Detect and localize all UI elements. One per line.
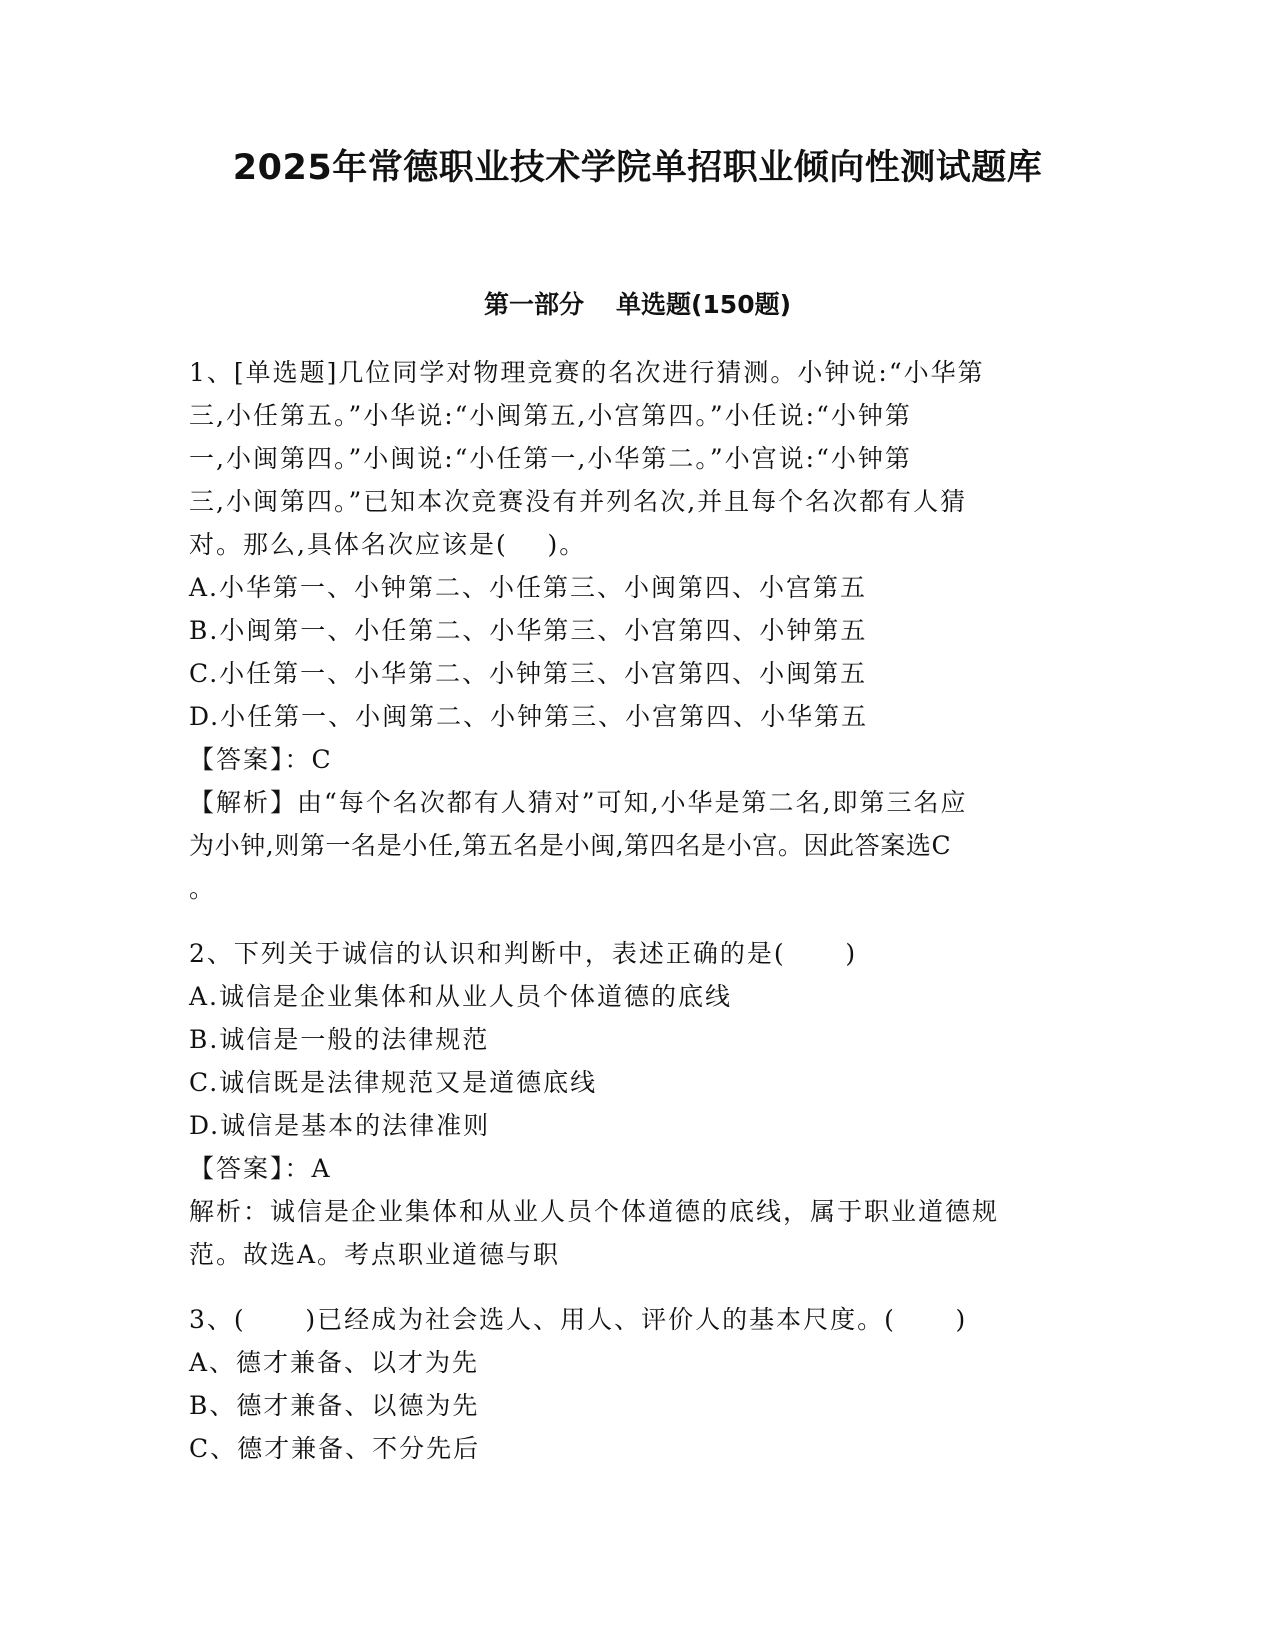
option-d: D.诚信是基本的法律准则 <box>189 1111 491 1140</box>
option-a: A、德才兼备、以才为先 <box>189 1348 480 1377</box>
option-d: D.小任第一、小闽第二、小钟第三、小宫第四、小华第五 <box>189 702 869 731</box>
option-a: A.小华第一、小钟第二、小任第三、小闽第四、小宫第五 <box>189 573 868 602</box>
analysis-line: 。 <box>189 874 217 903</box>
question-stem-line: 3、( )已经成为社会选人、用人、评价人的基本尺度。( ) <box>189 1305 968 1334</box>
analysis-line: 范。故选A。考点职业道德与职 <box>189 1240 561 1269</box>
question-stem-line: 三,小任第五。”小华说:“小闽第五,小宫第四。”小任说:“小钟第 <box>189 401 912 430</box>
question-stem-line: 对。那么,具体名次应该是( )。 <box>189 530 587 559</box>
option-b: B、德才兼备、以德为先 <box>189 1391 480 1420</box>
answer: 【答案】：A <box>189 1154 332 1183</box>
question-2 <box>189 932 1069 1276</box>
section-heading <box>0 288 1275 322</box>
option-a: A.诚信是企业集体和从业人员个体道德的底线 <box>189 982 733 1011</box>
analysis-line: 为小钟,则第一名是小任,第五名是小闽,第四名是小宫。因此答案选C <box>189 831 952 860</box>
option-c: C.诚信既是法律规范又是道德底线 <box>189 1068 598 1097</box>
analysis-line: 解析：诚信是企业集体和从业人员个体道德的底线，属于职业道德规 <box>189 1197 1000 1226</box>
answer: 【答案】：C <box>189 745 333 774</box>
section-part: 第一部分 <box>483 290 584 319</box>
document-title: 2025年常德职业技术学院单招职业倾向性测试题库 <box>232 148 1043 188</box>
question-stem-line: 一,小闽第四。”小闽说:“小任第一,小华第二。”小宫说:“小钟第 <box>189 444 912 473</box>
option-b: B.诚信是一般的法律规范 <box>189 1025 490 1054</box>
option-c: C、德才兼备、不分先后 <box>189 1434 481 1463</box>
question-stem-line: 1、[单选题]几位同学对物理竞赛的名次进行猜测。小钟说:“小华第 <box>189 358 985 387</box>
option-c: C.小任第一、小华第二、小钟第三、小宫第四、小闽第五 <box>189 659 868 688</box>
question-list <box>189 351 1069 1492</box>
analysis-line: 【解析】由“每个名次都有人猜对”可知,小华是第二名,即第三名应 <box>189 788 968 817</box>
section-type: 单选题(150题) <box>615 290 792 319</box>
question-stem-line: 2、下列关于诚信的认识和判断中，表述正确的是( ) <box>189 939 858 968</box>
option-b: B.小闽第一、小任第二、小华第三、小宫第四、小钟第五 <box>189 616 868 645</box>
question-stem-line: 三,小闽第四。”已知本次竞赛没有并列名次,并且每个名次都有人猜 <box>189 487 968 516</box>
question-1 <box>189 351 1069 910</box>
question-3 <box>189 1298 1069 1470</box>
